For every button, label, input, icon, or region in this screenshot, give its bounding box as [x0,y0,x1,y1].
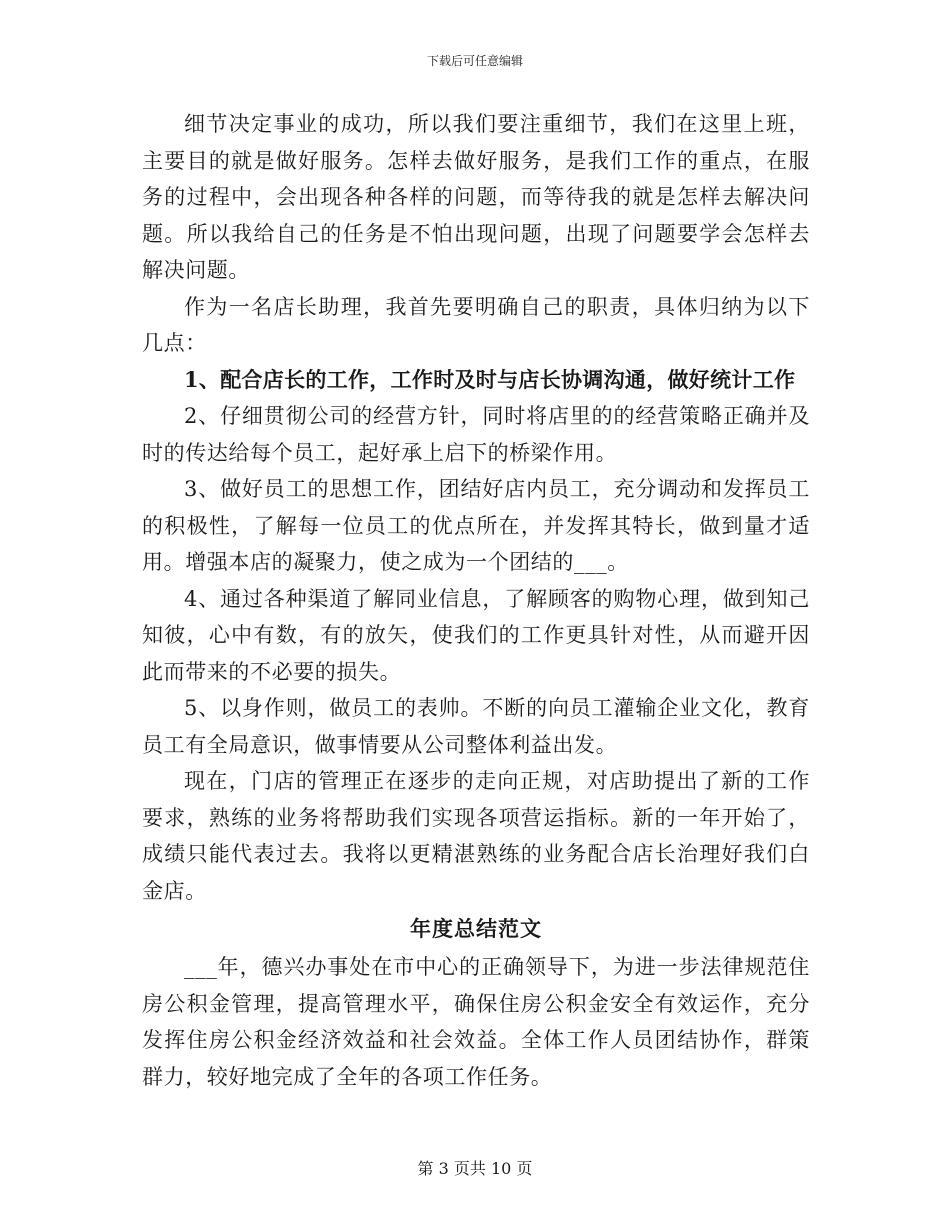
paragraph-intro: 细节决定事业的成功，所以我们要注重细节，我们在这里上班，主要目的就是做好服务。怎样去做好服务，是我们工作的重点，在服务的过程中，会出现各种各样的问题，而等待我的就是怎样去解决问题。所以我给自己的任务是不怕出现问题，出现了问题要学会怎样去解决问题。 [142,112,810,282]
page-header: 下载后可任意编辑 [426,54,523,68]
duty-item-2: 2、仔细贯彻公司的经营方针，同时将店里的的经营策略正确并及时的传达给每个员工，起好承上启下的桥梁作用。 [142,404,810,465]
duty-item-1: 1、配合店长的工作，工作时及时与店长协调沟通，做好统计工作 [184,366,796,392]
duty-item-3: 3、做好员工的思想工作，团结好店内员工，充分调动和发挥员工的积极性，了解每一位员工的优点所在，并发挥其特长，做到量才适用。增强本店的凝聚力，使之成为一个团结的___。 [142,477,810,574]
paragraph-duties-lead: 作为一名店长助理，我首先要明确自己的职责，具体归纳为以下几点： [142,294,810,355]
section-title: 年度总结范文 [410,916,542,941]
paragraph-annual-summary: ___年，德兴办事处在市中心的正确领导下，为进一步法律规范住房公积金管理，提高管理水平，确保住房公积金安全有效运作，充分发挥住房公积金经济效益和社会效益。全体工作人员团结协作，群策群力，较好地完成了全年的各项工作任务。 [142,955,810,1089]
document-body [142,106,810,1095]
duty-item-4: 4、通过各种渠道了解同业信息，了解顾客的购物心理，做到知己知彼，心中有数，有的放矢，使我们的工作更具针对性，从而避开因此而带来的不必要的损失。 [142,586,810,684]
paragraph-conclusion: 现在，门店的管理正在逐步的走向正规，对店助提出了新的工作要求，熟练的业务将帮助我们实现各项营运指标。新的一年开始了，成绩只能代表过去。我将以更精湛熟练的业务配合店长治理好我们白金店。 [142,769,810,903]
page-footer: 第 3 页共 10 页 [417,1159,533,1178]
duty-item-5: 5、以身作则，做员工的表帅。不断的向员工灌输企业文化，教育员工有全局意识，做事情要从公司整体利益出发。 [142,696,810,757]
